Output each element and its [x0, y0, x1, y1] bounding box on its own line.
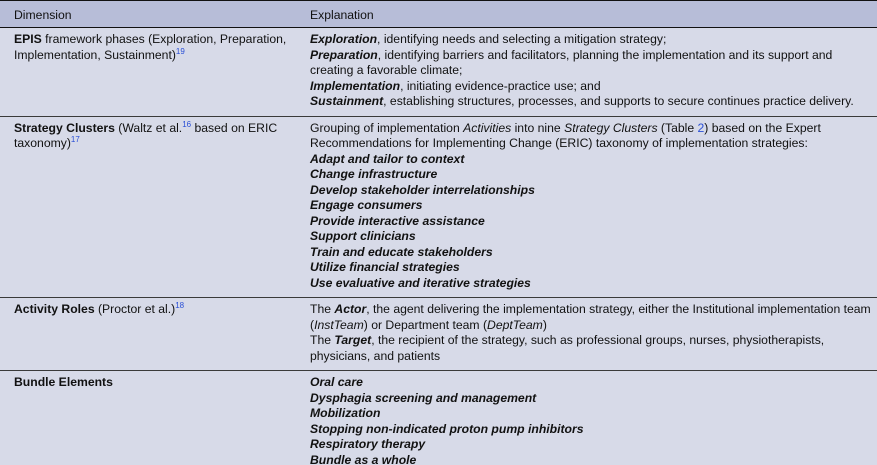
intro-text: ) based on the Expert Recommendations for Implementing Change (ERIC) taxonomy of implementation strategies:: [310, 120, 821, 150]
dimension-cell-strategy-clusters: [0, 116, 302, 298]
phase-term: Sustainment: [310, 94, 384, 108]
phase-line: [310, 32, 871, 48]
role-term: Target: [334, 333, 372, 347]
dimension-text: based on ERIC taxonomy): [14, 120, 278, 150]
phase-term: Exploration: [310, 32, 378, 46]
reference-link[interactable]: 19: [175, 46, 185, 56]
table-header-row: [0, 1, 877, 28]
cluster-item: Engage consumers: [310, 198, 423, 212]
intro-text: into nine: [511, 120, 565, 135]
cluster-item: Utilize financial strategies: [310, 260, 460, 274]
bundle-item: Mobilization: [310, 406, 381, 420]
dimension-text: (Waltz et al.: [114, 120, 183, 135]
dimension-title: Activity Roles: [14, 302, 95, 316]
dimension-title: Bundle Elements: [14, 375, 113, 389]
phase-line: [310, 79, 871, 95]
intro-italic: Strategy Clusters: [564, 120, 658, 135]
phase-line: [310, 48, 871, 79]
phase-term: Implementation: [310, 78, 401, 93]
table-reference-link[interactable]: 2: [697, 120, 705, 135]
bundle-item: Bundle as a whole: [310, 452, 417, 465]
table-row: [0, 298, 877, 371]
cluster-item: Adapt and tailor to context: [310, 151, 465, 166]
role-text: ): [542, 317, 547, 332]
role-text: , the agent delivering the implementation strategy, either the Institutional implementation team (: [310, 302, 871, 332]
dimension-text: framework phases (Exploration, Preparation, Implementation, Sustainment): [14, 32, 287, 62]
phase-text: , establishing structures, processes, and supports to secure continues practice delivery.: [383, 94, 854, 108]
dimension-text: (Proctor et al.): [94, 302, 176, 316]
cluster-item: Provide interactive assistance: [310, 213, 485, 228]
dimension-cell-epis: [0, 28, 302, 117]
reference-link[interactable]: 16: [182, 119, 192, 129]
phase-text: , identifying barriers and facilitators, planning the implementation and its support and creating a favorable climate;: [310, 47, 833, 77]
dimension-cell-bundle-elements: [0, 371, 302, 465]
role-text: , the recipient of the strategy, such as professional groups, nurses, physiotherapists, physicians, and patients: [310, 333, 825, 363]
phase-text: , identifying needs and selecting a mitigation strategy;: [377, 32, 667, 46]
header-dimension: Dimension: [0, 1, 302, 28]
table-row: [0, 28, 877, 117]
role-text: The: [310, 302, 335, 316]
cluster-item: Change infrastructure: [310, 167, 438, 181]
dimension-cell-activity-roles: [0, 298, 302, 371]
table-row: [0, 116, 877, 298]
phase-line: [310, 94, 871, 110]
intro-italic: Activities: [463, 120, 512, 135]
target-line: [310, 333, 871, 364]
cluster-item: Use evaluative and iterative strategies: [310, 275, 531, 290]
phase-text: , initiating evidence-practice use; and: [400, 78, 601, 93]
role-text: The: [310, 333, 335, 347]
cluster-item: Support clinicians: [310, 229, 416, 243]
role-italic: InstTeam: [314, 317, 364, 332]
explanation-cell-strategy-clusters: [302, 116, 877, 298]
reference-link[interactable]: 18: [175, 301, 185, 310]
bundle-item: Stopping non-indicated proton pump inhibitors: [310, 421, 584, 436]
bundle-item: Oral care: [310, 375, 363, 389]
reference-link[interactable]: 17: [70, 135, 80, 144]
bundle-item: Respiratory therapy: [310, 437, 426, 451]
intro-text: (Table: [657, 120, 698, 135]
explanation-cell-activity-roles: [302, 298, 877, 371]
cluster-item: Develop stakeholder interrelationships: [310, 182, 535, 197]
intro-text: Grouping of implementation: [310, 120, 464, 135]
clusters-intro: [310, 121, 871, 152]
header-explanation: Explanation: [302, 1, 877, 28]
explanation-cell-bundle-elements: [302, 371, 877, 465]
role-term: Actor: [334, 302, 367, 316]
dimension-title: EPIS: [14, 32, 42, 46]
role-text: ) or Department team (: [363, 317, 488, 332]
explanation-cell-epis: [302, 28, 877, 117]
role-italic: DeptTeam: [487, 317, 543, 332]
cluster-item: Train and educate stakeholders: [310, 244, 493, 259]
table-row: [0, 371, 877, 465]
bundle-item: Dysphagia screening and management: [310, 390, 537, 405]
actor-line: [310, 302, 871, 333]
dimension-title: Strategy Clusters: [14, 120, 115, 135]
phase-term: Preparation: [310, 47, 378, 62]
